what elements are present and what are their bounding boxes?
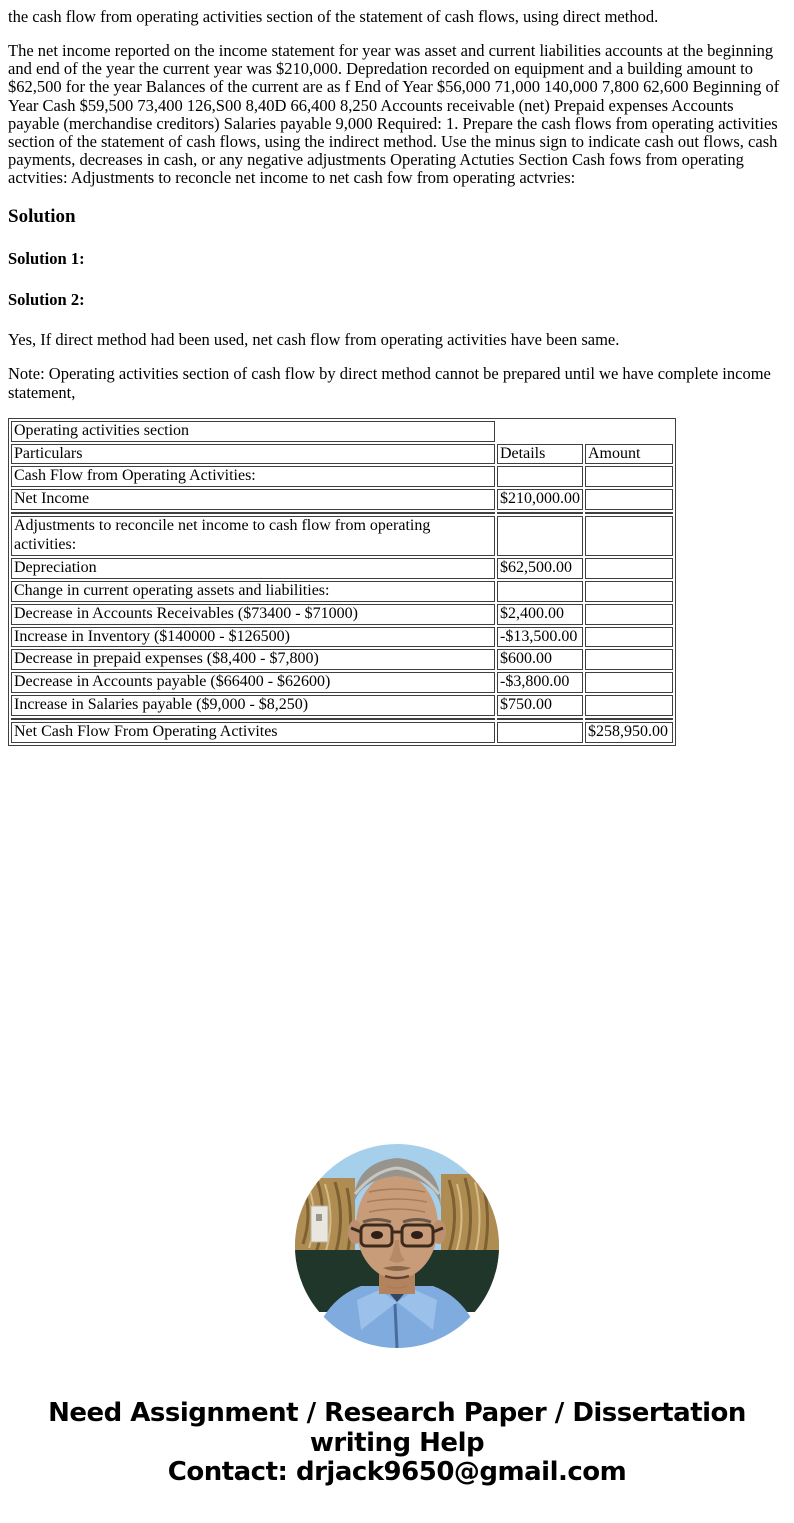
cell-amount <box>585 466 673 487</box>
cell-amount <box>585 516 673 556</box>
cell-particulars: Net Cash Flow From Operating Activites <box>11 722 495 743</box>
cell-particulars: Decrease in Accounts Receivables ($73400 - $71000) <box>11 604 495 625</box>
direct-method-answer: Yes, If direct method had been used, net cash flow from operating activities have been same. <box>8 330 620 350</box>
cell-particulars: Decrease in prepaid expenses ($8,400 - $7,800) <box>11 649 495 670</box>
cell-particulars: Increase in Salaries payable ($9,000 - $8,250) <box>11 695 495 716</box>
table-header-row <box>11 444 673 465</box>
intro-paragraph: the cash flow from operating activities section of the statement of cash flows, using direct method. <box>8 7 659 26</box>
cell-details <box>497 581 583 602</box>
footer-contact-text: Contact: drjack9650@gmail.com <box>167 1457 627 1488</box>
table-spacer-row <box>11 718 673 720</box>
cell-amount <box>585 489 673 510</box>
table-row <box>11 581 673 602</box>
cell-particulars: Net Income <box>11 489 495 510</box>
cell-details: $62,500.00 <box>497 558 583 579</box>
cell-details <box>497 516 583 556</box>
header-particulars: Particulars <box>11 444 495 465</box>
cell-particulars: Change in current operating assets and liabilities: <box>11 581 495 602</box>
cell-amount <box>585 604 673 625</box>
cell-amount <box>585 627 673 648</box>
cell-amount <box>585 695 673 716</box>
operating-activities-table <box>8 418 676 746</box>
table-row <box>11 672 673 693</box>
table-row <box>11 489 673 510</box>
header-amount: Amount <box>585 444 673 465</box>
cell-amount <box>585 558 673 579</box>
table-row <box>11 722 673 743</box>
header-details: Details <box>497 444 583 465</box>
cell-details: $210,000.00 <box>497 489 583 510</box>
cell-details <box>497 722 583 743</box>
table-spacer-row <box>11 512 673 514</box>
cell-details <box>497 466 583 487</box>
cell-particulars: Decrease in Accounts payable ($66400 - $62600) <box>11 672 495 693</box>
cell-particulars: Cash Flow from Operating Activities: <box>11 466 495 487</box>
solution-2-heading: Solution 2: <box>8 290 85 310</box>
cell-particulars: Adjustments to reconcile net income to cash flow from operating activities: <box>11 516 495 556</box>
cell-particulars: Increase in Inventory ($140000 - $126500) <box>11 627 495 648</box>
cell-details: $600.00 <box>497 649 583 670</box>
table-row <box>11 649 673 670</box>
cell-amount: $258,950.00 <box>585 722 673 743</box>
table-row <box>11 627 673 648</box>
section-title-cell: Operating activities section <box>11 421 495 442</box>
table-row <box>11 466 673 487</box>
cell-details: -$13,500.00 <box>497 627 583 648</box>
table-row <box>11 604 673 625</box>
table-row <box>11 558 673 579</box>
tutor-avatar <box>295 1144 499 1348</box>
note-paragraph: Note: Operating activities section of cash flow by direct method cannot be prepared until we have complete income statement, <box>8 364 771 402</box>
solution-heading: Solution <box>8 206 76 228</box>
footer-help-text: Need Assignment / Research Paper / Dissertation writing Help <box>48 1397 746 1458</box>
solution-1-heading: Solution 1: <box>8 249 85 269</box>
cell-particulars: Depreciation <box>11 558 495 579</box>
cell-amount <box>585 649 673 670</box>
cell-details: $750.00 <box>497 695 583 716</box>
table-section-title-row <box>11 421 673 442</box>
problem-paragraph: The net income reported on the income statement for year was asset and current liabilities accounts at the beginning and end of the year the current year was $210,000. Depredation recorded on equipment and a building amount to $62,500 for the year Balances of the current are as f End of Year $56,000 71,000 140,000 7,800 62,600 Beginning of Year Cash $59,500 73,400 126,S00 8,40D 66,400 8,250 Accounts receivable (net) Prepaid expenses Accounts payable (merchandise creditors) Salaries payable 9,000 Required: 1. Prepare the cash flows from operating activities section of the statement of cash flows, using the indirect method. Use the minus sign to indicate cash out flows, cash payments, decreases in cash, or any negative adjustments Operating Actuties Section Cash fows from operating actvities: Adjustments to reconcle net income to net cash fow from operating actvries: <box>8 41 780 188</box>
tutor-photo-container <box>8 1144 786 1353</box>
cell-amount <box>585 581 673 602</box>
cell-amount <box>585 672 673 693</box>
cell-details: $2,400.00 <box>497 604 583 625</box>
table-row <box>11 695 673 716</box>
cell-details: -$3,800.00 <box>497 672 583 693</box>
footer-banner <box>22 1399 772 1488</box>
table-row <box>11 516 673 556</box>
